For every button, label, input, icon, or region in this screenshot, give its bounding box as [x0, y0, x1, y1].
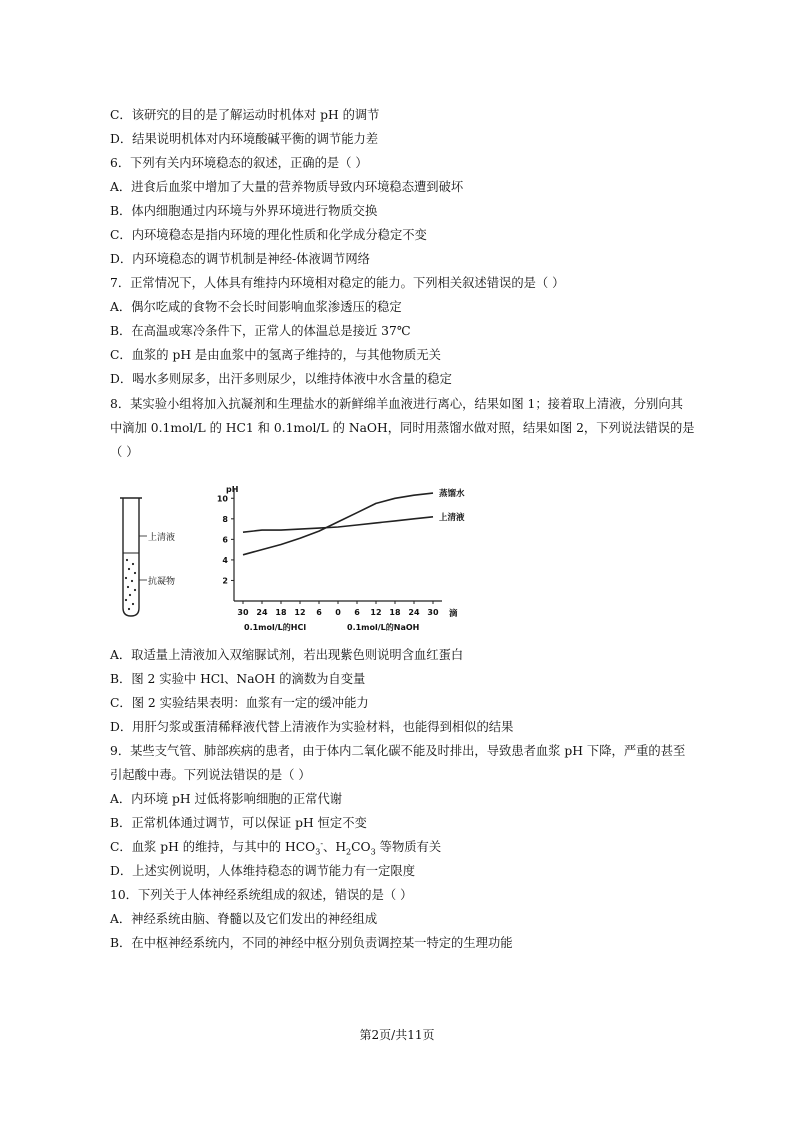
option-9c-head: C．血浆 pH 的维持，与其中的 HCO — [110, 840, 316, 854]
y-tick-label: 4 — [222, 555, 228, 565]
option-9d: D．上述实例说明，人体维持稳态的调节能力有一定限度 — [110, 864, 415, 878]
question-9-line2: 引起酸中毒。下列说法错误的是（ ） — [110, 768, 311, 782]
x-tick-label: 24 — [408, 608, 420, 617]
option-8b: B．图 2 实验中 HCl、NaOH 的滴数为自变量 — [110, 672, 366, 686]
x-tick-label: 30 — [427, 608, 439, 617]
option-9b: B．正常机体通过调节，可以保证 pH 恒定不变 — [110, 816, 367, 830]
figure-8 — [110, 468, 490, 638]
question-9-line1: 9．某些支气管、肺部疾病的患者，由于体内二氧化碳不能及时排出，导致患者血浆 pH 下降，严重的甚至 — [110, 744, 686, 758]
option-7b: B．在高温或寒冷条件下，正常人的体温总是接近 37℃ — [110, 324, 411, 338]
option-8d: D．用肝匀浆或蛋清稀释液代替上清液作为实验材料，也能得到相似的结果 — [110, 720, 514, 734]
question-6: 6．下列有关内环境稳态的叙述，正确的是（ ） — [110, 156, 368, 170]
y-tick-label: 10 — [216, 494, 228, 504]
option-6b: B．体内细胞通过内环境与外界环境进行物质交换 — [110, 204, 378, 218]
question-10: 10．下列关于人体神经系统组成的叙述，错误的是（ ） — [110, 888, 413, 902]
option-5d: D．结果说明机体对内环境酸碱平衡的调节能力差 — [110, 132, 379, 146]
x-ticks — [237, 601, 439, 617]
question-8-line2: 中滴加 0.1mol/L 的 HC1 和 0.1mol/L 的 NaOH，同时用蒸馏水做对照，结果如图 2，下列说法错误的是 — [110, 421, 695, 435]
y-tick-label: 6 — [222, 535, 228, 545]
series-lines — [243, 493, 433, 555]
option-9c — [110, 839, 441, 855]
question-8-line1: 8．某实验小组将加入抗凝剂和生理盐水的新鲜绵羊血液进行离心，结果如图 1；接着取上清液，分别向其 — [110, 397, 683, 411]
x-tick-label: 12 — [370, 608, 382, 617]
option-9c-sep: 、H — [323, 840, 347, 854]
supernatant-label: 上清液 — [148, 533, 176, 543]
option-9c-tail: 等物质有关 — [375, 840, 442, 854]
h2co3-subscript-h: 2 — [346, 847, 352, 857]
hco3-charge: - — [320, 838, 324, 848]
option-6d: D．内环境稳态的调节机制是神经-体液调节网络 — [110, 252, 370, 266]
page-footer: 第2页/共11页 — [359, 1028, 435, 1042]
x-tick-label: 0 — [335, 608, 341, 617]
test-tube-figure — [120, 498, 175, 616]
option-8c: C．图 2 实验结果表明：血浆有一定的缓冲能力 — [110, 696, 369, 710]
option-8a: A．取适量上清液加入双缩脲试剂，若出现紫色则说明含血红蛋白 — [110, 648, 464, 662]
hco3-subscript: 3 — [315, 847, 321, 857]
option-6a: A．进食后血浆中增加了大量的营养物质导致内环境稳态遭到破坏 — [110, 180, 464, 194]
test-tube-outline — [123, 498, 139, 616]
option-5c: C．该研究的目的是了解运动时机体对 pH 的调节 — [110, 108, 380, 122]
option-6c: C．内环境稳态是指内环境的理化性质和化学成分稳定不变 — [110, 228, 427, 242]
option-10a: A．神经系统由脑、脊髓以及它们发出的神经组成 — [110, 912, 378, 926]
naoh-group-label: 0.1mol/L的NaOH — [347, 623, 420, 632]
precipitate-label: 抗凝物 — [148, 577, 176, 587]
x-tick-label: 30 — [237, 608, 249, 617]
option-9a: A．内环境 pH 过低将影响细胞的正常代谢 — [110, 792, 343, 806]
x-tick-label: 18 — [389, 608, 401, 617]
series-labels — [439, 488, 465, 523]
x-tick-label: 6 — [316, 608, 322, 617]
series-line-2 — [243, 517, 433, 532]
series-label-1: 蒸馏水 — [439, 489, 465, 500]
option-7d: D．喝水多则尿多，出汗多则尿少，以维持体液中水含量的稳定 — [110, 372, 452, 386]
option-7c: C．血浆的 pH 是由血浆中的氢离子维持的，与其他物质无关 — [110, 348, 441, 362]
question-8-line3: （ ） — [110, 445, 139, 459]
x-tick-label: 6 — [354, 608, 360, 617]
x-tick-label: 24 — [256, 608, 268, 617]
question-7: 7．正常情况下，人体具有维持内环境相对稳定的能力。下列相关叙述错误的是（ ） — [110, 276, 565, 290]
series-line-1 — [243, 493, 433, 555]
option-9c-co: CO — [351, 840, 371, 854]
option-10b: B．在中枢神经系统内，不同的神经中枢分别负责调控某一特定的生理功能 — [110, 936, 513, 950]
series-label-2: 上清液 — [439, 512, 465, 523]
y-axis-label: pH — [226, 485, 239, 494]
x-axis-unit: 滴 — [449, 609, 458, 619]
option-7a: A．偶尔吃咸的食物不会长时间影响血浆渗透压的稳定 — [110, 300, 402, 314]
y-tick-label: 8 — [222, 514, 228, 524]
precipitate-dots — [125, 559, 136, 610]
y-tick-label: 2 — [222, 576, 228, 586]
x-tick-label: 18 — [275, 608, 287, 617]
y-ticks — [217, 494, 234, 585]
h2co3-subscript-o: 3 — [370, 847, 376, 857]
x-tick-label: 12 — [294, 608, 306, 617]
ph-chart — [217, 485, 465, 632]
hcl-group-label: 0.1mol/L的HCl — [244, 623, 307, 632]
